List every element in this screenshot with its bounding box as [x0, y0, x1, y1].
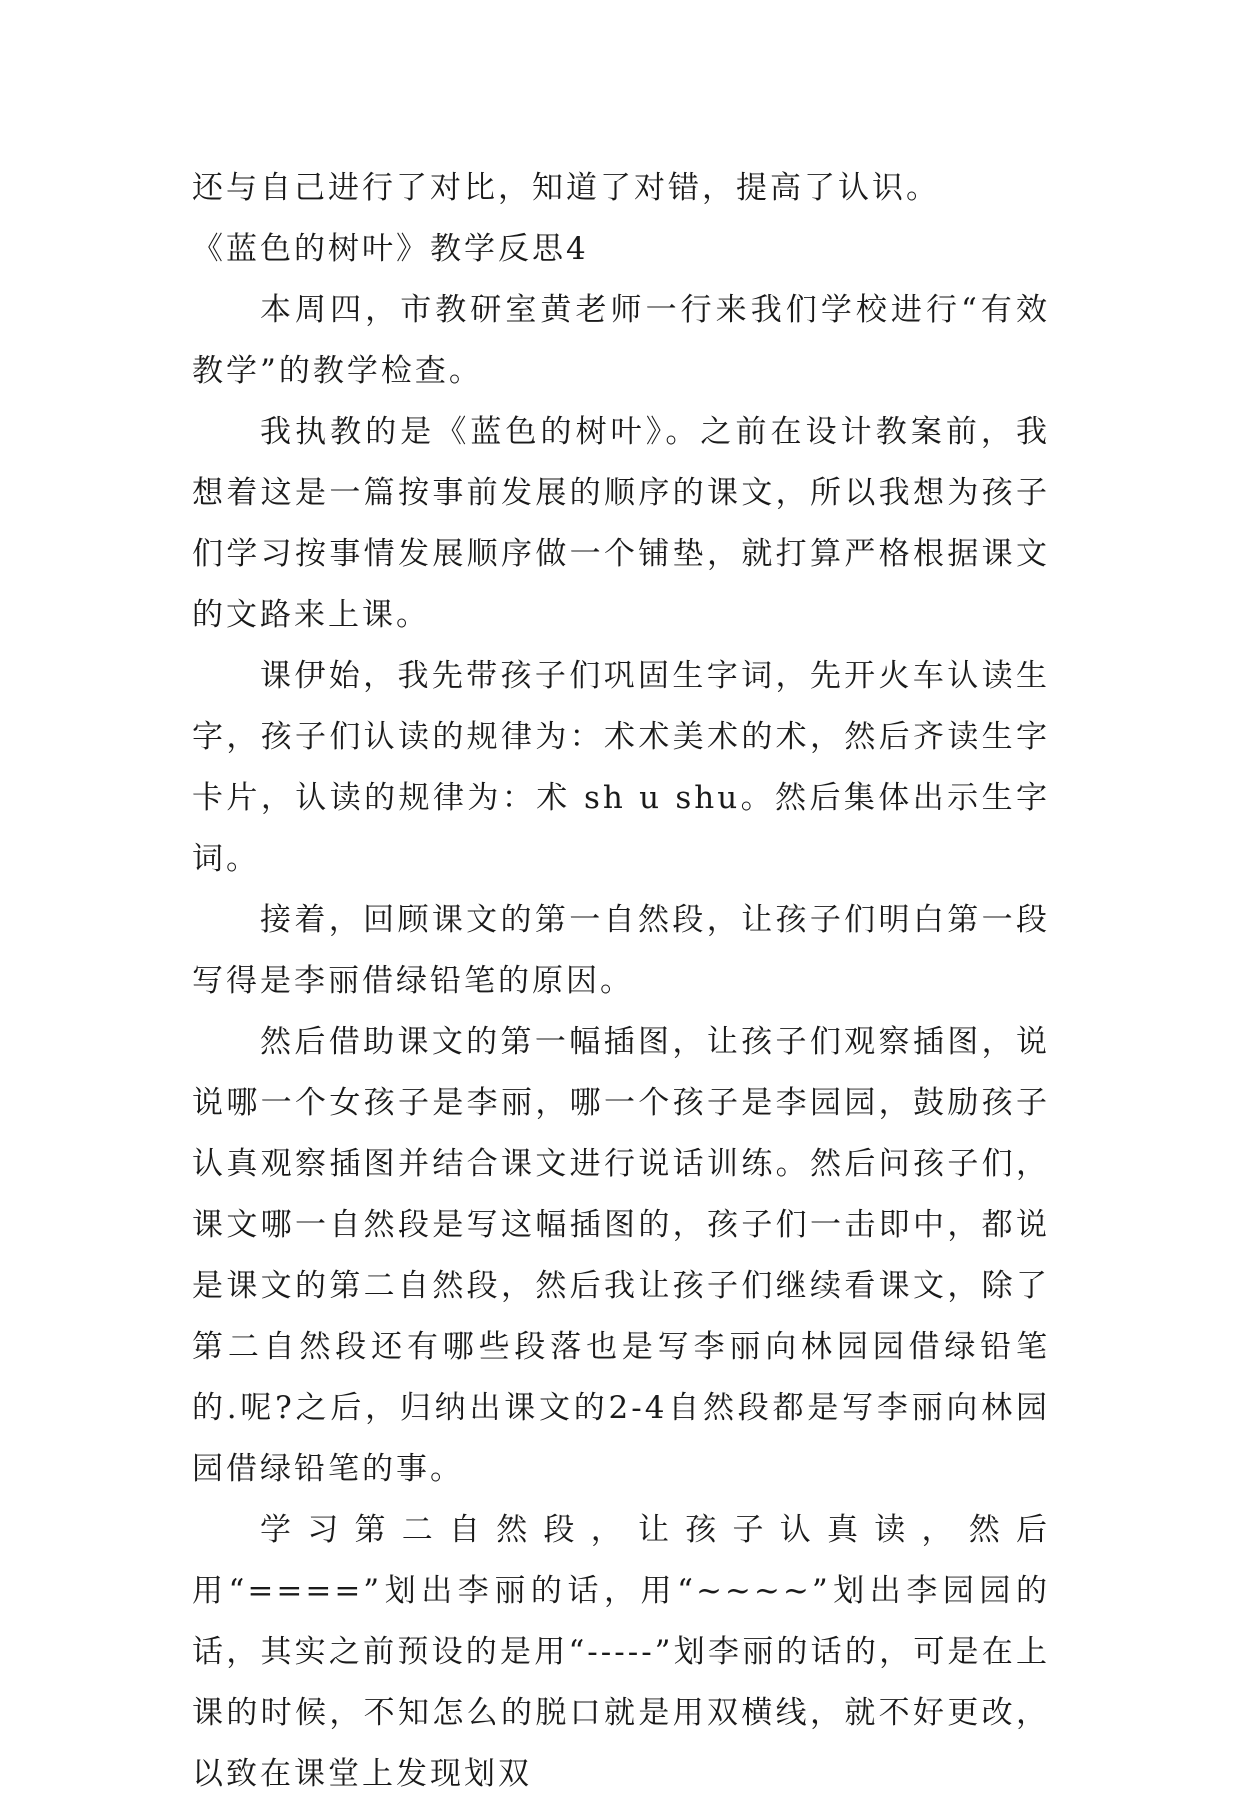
- paragraph: 然后借助课文的第一幅插图，让孩子们观察插图，说说哪一个女孩子是李丽，哪一个孩子是李园园，鼓励孩子认真观察插图并结合课文进行说话训练。然后问孩子们，课文哪一自然段是写这幅插图的，孩子们一击即中，都说是课文的第二自然段，然后我让孩子们继续看课文，除了第二自然段还有哪些段落也是写李丽向林园园借绿铅笔的.呢?之后，归纳出课文的2-4自然段都是写李丽向林园园借绿铅笔的事。: [192, 1024, 1050, 1487]
- section-heading: 《蓝色的树叶》教学反思4: [192, 231, 589, 267]
- paragraph: 我执教的是《蓝色的树叶》。之前在设计教案前，我想着这是一篇按事前发展的顺序的课文，所以我想为孩子们学习按事情发展顺序做一个铺垫，就打算严格根据课文的文路来上课。: [192, 414, 1050, 633]
- document-body: [192, 158, 1050, 1805]
- paragraph: 课伊始，我先带孩子们巩固生字词，先开火车认读生字，孩子们认读的规律为：术术美术的术，然后齐读生字卡片，认读的规律为：术 sh u shu。然后集体出示生字词。: [192, 658, 1050, 877]
- paragraph: 学习第二自然段，让孩子认真读，然后用“====”划出李丽的话，用“~~~~”划出李园园的话，其实之前预设的是用“-----”划李丽的话的，可是在上课的时候，不知怎么的脱口就是用双横线，就不好更改，以致在课堂上发现划双: [192, 1512, 1050, 1792]
- paragraph: 接着，回顾课文的第一自然段，让孩子们明白第一段写得是李丽借绿铅笔的原因。: [192, 902, 1050, 999]
- paragraph: 本周四，市教研室黄老师一行来我们学校进行“有效教学”的教学检查。: [192, 292, 1050, 389]
- paragraph-continuation: 还与自己进行了对比，知道了对错，提高了认识。: [192, 170, 940, 206]
